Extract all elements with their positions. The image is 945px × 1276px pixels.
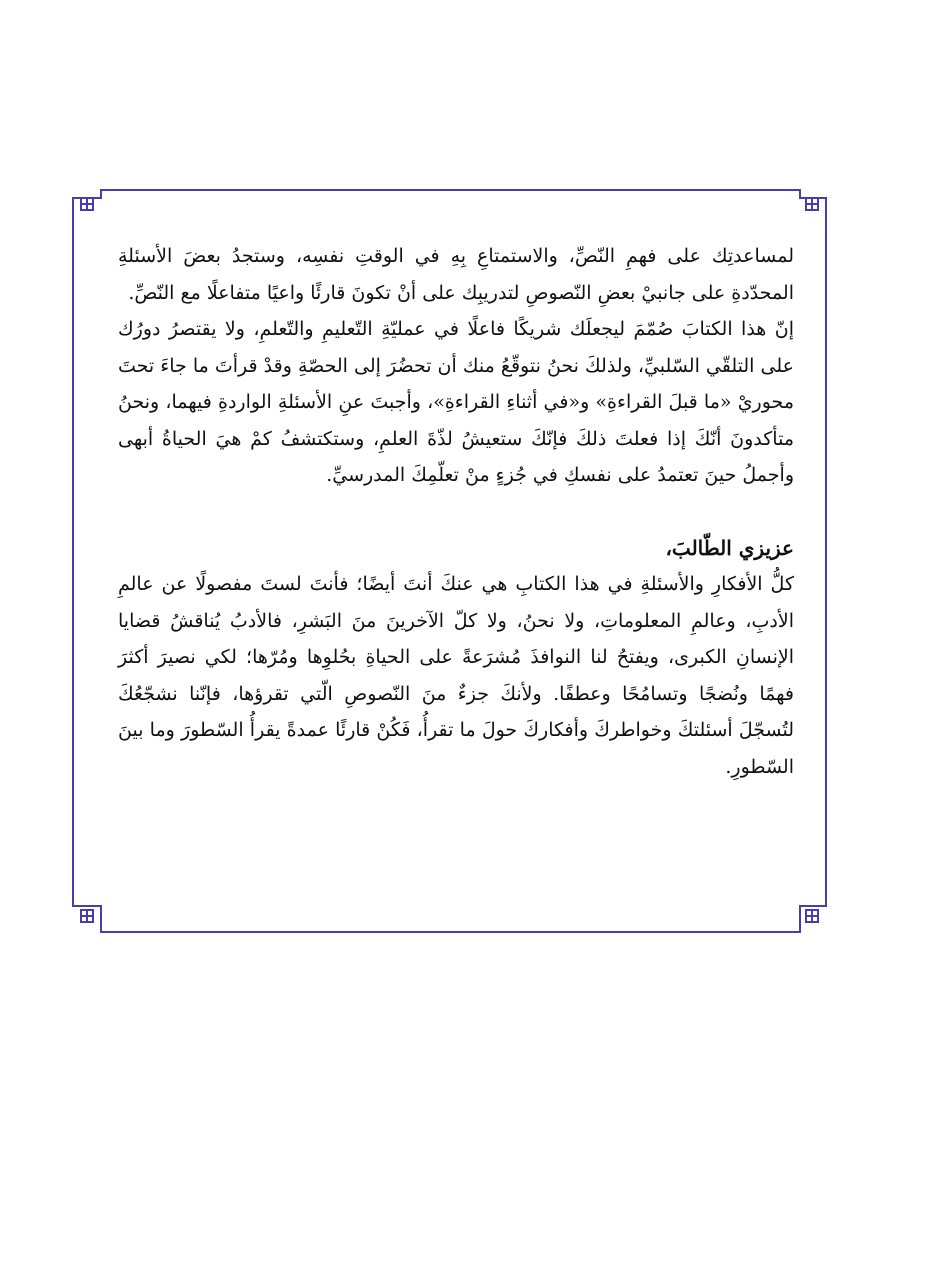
corner-ornament-bottom-right bbox=[806, 910, 818, 922]
student-address-paragraph: كلُّ الأفكارِ والأسئلةِ في هذا الكتابِ هي عنكَ أنتَ أيضًا؛ فأنتَ لستَ مفصولًا عن عالمِ الأدبِ، وعالمِ المعلوماتِ، ولا نحنُ، ولا كلّ الآخرينَ منَ البَشرِ، فالأدبُ يُناقشُ قضايا الإنسانِ الكبرى، ويفتحُ لنا النوافذَ مُشرَعةً على الحياةِ بحُلوِها ومُرّها؛ لكي نصيرَ أكثرَ فهمًا ونُضجًا وتسامُحًا وعطفًا. ولأنكَ جزءٌ منَ النّصوصِ الّتي تقرؤها، فإنّنا نشجّعُكَ لتُسجّلَ أسئلتكَ وخواطركَ وأفكاركَ حولَ ما تقرأُ، فَكُنْ قارئًا عمدةً يقرأُ السّطورَ وما بينَ السّطورِ. bbox=[118, 573, 794, 778]
book-purpose-paragraph: إنّ هذا الكتابَ صُمّمَ ليجعلَك شريكًا فاعلًا في عمليّةِ التّعليمِ والتّعلمِ، ولا يقتصرُ دورُك على التلقّي السّلبيِّ، ولذلكَ نحنُ نتوقّعُ منك أن تحضُرَ إلى الحصّةِ وقدْ قرأتَ ما جاءَ تحتَ محوريْ «ما قبلَ القراءةِ» و«في أثناءِ القراءةِ»، وأجبتَ عنِ الأسئلةِ الواردةِ فيهما، ونحنُ متأكدونَ أنّكَ إذا فعلتَ ذلكَ فإنّكَ ستعيشُ لذّةَ العلمِ، وستكتشفُ كمْ هيَ الحياةُ أبهى وأجملُ حينَ تعتمدُ على نفسكِ في جُزءٍ منْ تعلّمِكَ المدرسيِّ. bbox=[118, 318, 794, 486]
corner-ornament-top-left bbox=[81, 198, 93, 210]
corner-ornament-bottom-left bbox=[81, 910, 93, 922]
intro-paragraph: لمساعدتِك على فهمِ النّصِّ، والاستمتاعِ بِهِ في الوقتِ نفسِه، وستجدُ بعضَ الأسئلةِ المحدّدةِ على جانبيْ بعضِ النّصوصِ لتدريبِك على أنْ تكونَ قارئًا واعيًا متفاعلًا مع النّصِّ. bbox=[118, 245, 794, 304]
page-content bbox=[118, 238, 794, 785]
corner-ornament-top-right bbox=[806, 198, 818, 210]
section-heading: عزيزي الطّالبَ، bbox=[665, 535, 794, 560]
